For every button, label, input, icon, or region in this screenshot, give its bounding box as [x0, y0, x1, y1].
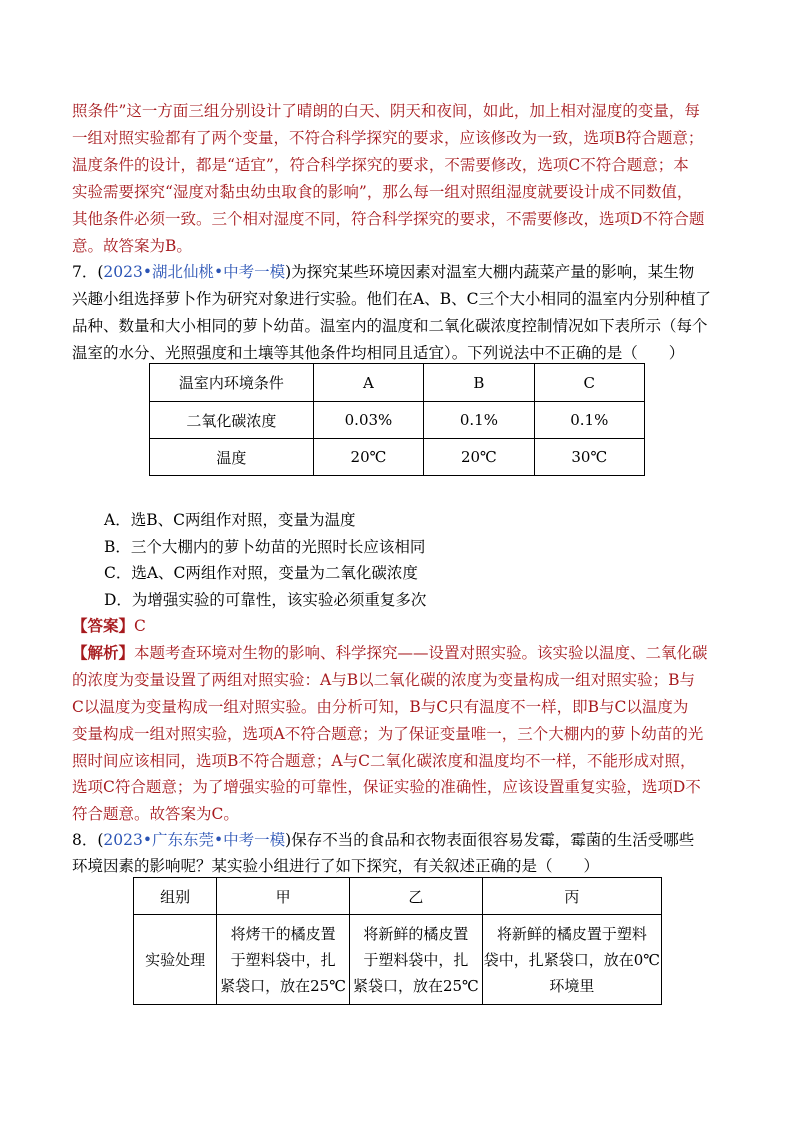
table-header-cell: 乙: [349, 878, 482, 915]
cell-line: 将新鲜的橘皮置于塑料: [496, 924, 647, 943]
cell-line: 环境里: [549, 976, 595, 995]
table-header-cell: 组别: [134, 878, 217, 915]
analysis-line: 选项C符合题意；为了增强实验的可靠性，保证实验的准确性，应该设置重复实验，选项D不: [72, 778, 701, 796]
table-header-cell: B: [424, 364, 534, 402]
cell-line: 于塑料袋中，扎: [363, 950, 469, 969]
table-cell: 0.03%: [313, 402, 423, 439]
explanation-line: 温度条件的设计，都是“适宜”，符合科学探究的要求，不需要修改，选项C不符合题意；本: [72, 156, 689, 174]
question-stem: [72, 262, 694, 282]
table-row: [134, 878, 662, 915]
answer-label: 【答案】: [72, 616, 135, 635]
option-c[interactable]: C．选A、C两组作对照，变量为二氧化碳浓度: [104, 564, 418, 582]
cell-line: 紧袋口，放在25℃: [352, 976, 479, 995]
explanation-line: 实验需要探究“湿度对黏虫幼虫取食的影响”，那么每一组对照组湿度就要设计成不同数值，: [72, 183, 693, 201]
question-stem: [72, 830, 694, 850]
table-cell: 实验处理: [134, 915, 217, 1005]
table-header-cell: 甲: [217, 878, 350, 915]
option-a[interactable]: A．选B、C两组作对照，变量为温度: [104, 511, 356, 529]
answer: [72, 616, 146, 636]
analysis: [72, 643, 708, 663]
analysis-line: 的浓度为变量设置了两组对照实验：A与B以二氧化碳的浓度为变量构成一组对照实验；B与: [72, 671, 695, 689]
table-header-cell: C: [534, 364, 644, 402]
analysis-line: 变量构成一组对照实验，选项A不符合题意；为了保证变量唯一，三个大棚内的萝卜幼苗的光: [72, 725, 704, 743]
cell-line: 紧袋口，放在25℃: [220, 976, 347, 995]
table-row: [134, 915, 662, 1005]
table-header-cell: A: [313, 364, 423, 402]
table-row: [150, 402, 645, 439]
analysis-line: C以温度为变量构成一组对照实验。由分析可知，B与C只有温度不一样，即B与C以温度为: [72, 698, 689, 716]
question-source: 2023•广东东莞•中考一模: [103, 831, 286, 849]
table-cell: 二氧化碳浓度: [150, 402, 314, 439]
analysis-label: 【解析】: [72, 643, 135, 662]
stem-line: 环境因素的影响呢？某实验小组进行了如下探究，有关叙述正确的是（ ）: [72, 857, 600, 875]
stem-text: )保存不当的食品和衣物表面很容易发霉，霉菌的生活受哪些: [285, 831, 695, 849]
question-number: 7．(: [72, 263, 104, 281]
table-header-cell: 温室内环境条件: [150, 364, 314, 402]
option-b[interactable]: B．三个大棚内的萝卜幼苗的光照时长应该相同: [104, 538, 426, 556]
table-cell: 30℃: [534, 439, 644, 476]
table-cell: 0.1%: [424, 402, 534, 439]
explanation-line: 其他条件必须一致。三个相对湿度不同，符合科学探究的要求，不需要修改，选项D不符合题: [72, 210, 705, 228]
question-number: 8．(: [72, 831, 104, 849]
stem-line: 品种、数量和大小相同的萝卜幼苗。温室内的温度和二氧化碳浓度控制情况如下表所示（每个: [72, 317, 708, 335]
cell-line: 将新鲜的橘皮置: [363, 924, 469, 943]
table-cell: 温度: [150, 439, 314, 476]
table-header-cell: 丙: [482, 878, 661, 915]
table-cell: [482, 915, 661, 1005]
q8-table: [133, 877, 662, 1005]
q7-table: [149, 363, 645, 476]
table-cell: 20℃: [424, 439, 534, 476]
option-d[interactable]: D．为增强实验的可靠性，该实验必须重复多次: [104, 591, 427, 609]
table-cell: [217, 915, 350, 1005]
stem-text: )为探究某些环境因素对温室大棚内蔬菜产量的影响，某生物: [285, 263, 695, 281]
table-cell: 20℃: [313, 439, 423, 476]
cell-line: 于塑料袋中，扎: [230, 950, 336, 969]
stem-line: 温室的水分、光照强度和土壤等其他条件均相同且适宜）。下列说法中不正确的是（ ）: [72, 344, 685, 362]
analysis-text: 本题考查环境对生物的影响、科学探究——设置对照实验。该实验以温度、二氧化碳: [134, 644, 708, 662]
table-cell: [349, 915, 482, 1005]
explanation-line: 意。故答案为B。: [72, 237, 192, 255]
table-cell: 0.1%: [534, 402, 644, 439]
analysis-line: 照时间应该相同，选项B不符合题意；A与C二氧化碳浓度和温度均不一样，不能形成对照，: [72, 752, 696, 770]
table-row: [150, 364, 645, 402]
explanation-line: 照条件”这一方面三组分别设计了晴朗的白天、阴天和夜间，如此，加上相对湿度的变量，每: [72, 102, 700, 120]
stem-line: 兴趣小组选择萝卜作为研究对象进行实验。他们在A、B、C三个大小相同的温室内分别种植了: [72, 290, 711, 308]
cell-line: 将烤干的橘皮置: [230, 924, 336, 943]
table-row: [150, 439, 645, 476]
explanation-line: 一组对照实验都有了两个变量，不符合科学探究的要求，应该修改为一致，选项B符合题意；: [72, 129, 704, 147]
question-source: 2023•湖北仙桃•中考一模: [103, 263, 286, 281]
analysis-line: 符合题意。故答案为C。: [72, 805, 239, 823]
answer-value: C: [134, 617, 146, 635]
cell-line: 袋中，扎紧袋口，放在0℃: [483, 950, 661, 969]
